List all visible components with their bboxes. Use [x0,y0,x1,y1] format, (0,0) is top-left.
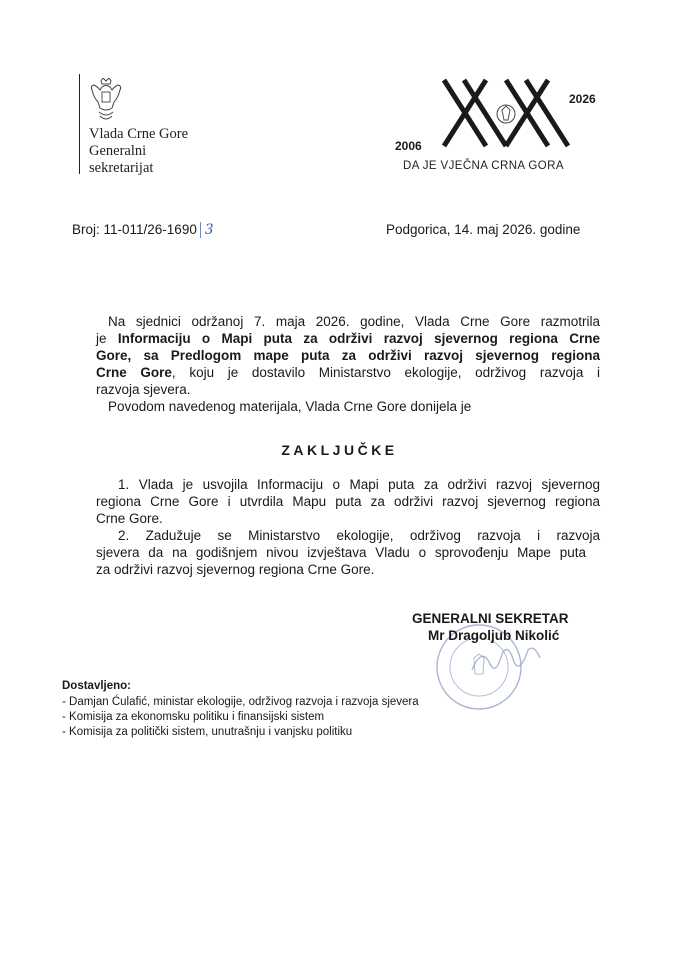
header-divider-line [79,74,80,174]
conclusion-1-line-1: 1. Vlada je usvojila Informaciju o Mapi puta za održivi razvoj sjevernog [118,477,600,492]
intro-line-3 [96,347,600,364]
distribution-item: - Damjan Ćulafić, ministar ekologije, održivog razvoja i razvoja sjevera [62,695,419,710]
document-number-label: Broj: 11-011/26-1690 [72,222,197,237]
intro-paragraph [96,313,600,415]
conclusion-2-line-1: 2. Zadužuje se Ministarstvo ekologije, održivog razvoja i razvoja [118,528,600,543]
conclusion-2-line-2: sjevera da na godišnjem nivou izvještava Vladu o sprovođenju Mape puta [96,545,586,560]
signatory-title: GENERALNI SEKRETAR [412,611,569,626]
conclusions-heading: ZAKLJUČKE [281,442,398,458]
coat-of-arms-icon [88,78,124,122]
org-line-3: sekretarijat [89,160,154,176]
organization-name [89,126,188,177]
conclusion-1-line-2: regiona Crne Gore i utvrdila Mapu puta za održivi razvoj sjevernog regiona [96,494,600,509]
place-date: Podgorica, 14. maj 2026. godine [386,222,581,237]
logo-motto: DA JE VJEČNA CRNA GORA [403,160,564,172]
intro-line-2-bold: Informaciju o Mapi puta za održivi razvoj sjevernog regiona Crne [117,331,600,346]
org-line-1: Vlada Crne Gore [89,126,189,142]
intro-line-4-rest: , koju je dostavilo Ministarstvo ekologije, održivog razvoja i [171,365,600,380]
logo-year-start: 2006 [395,139,422,153]
conclusion-1-line-3: Crne Gore. [96,511,163,526]
signatory-name: Mr Dragoljub Nikolić [428,628,560,643]
distribution-label: Dostavljeno: [62,680,132,692]
conclusion-2-line-3: za održivi razvoj sjevernog regiona Crne Gore. [96,562,375,577]
intro-line-1: Na sjednici održanoj 7. maja 2026. godine, Vlada Crne Gore razmotrila [108,314,600,329]
intro-line-5: razvoja sjevera. [96,382,191,397]
handwritten-signature [468,640,548,680]
org-line-2: Generalni [89,143,147,159]
intro-line-2 [96,330,600,347]
handwritten-number: 3 [200,222,214,238]
intro-line-2-prefix: je [96,331,118,346]
distribution-item: - Komisija za politički sistem, unutrašnju i vanjsku politiku [62,725,419,740]
distribution-item: - Komisija za ekonomsku politiku i finansijski sistem [62,710,419,725]
intro-line-3-bold: Gore, sa Predlogom mape puta za održivi razvoj sjevernog regiona [96,348,600,363]
document-number [72,222,213,238]
anniversary-logo [436,76,576,168]
intro-line-4 [96,364,600,381]
intro-line-6: Povodom navedenog materijala, Vlada Crne Gore donijela je [108,399,472,414]
distribution-list [62,695,419,740]
conclusions-list [96,476,600,578]
logo-year-end: 2026 [569,92,596,106]
signature-block [412,610,569,644]
intro-line-4-bold: Crne Gore [96,365,172,380]
